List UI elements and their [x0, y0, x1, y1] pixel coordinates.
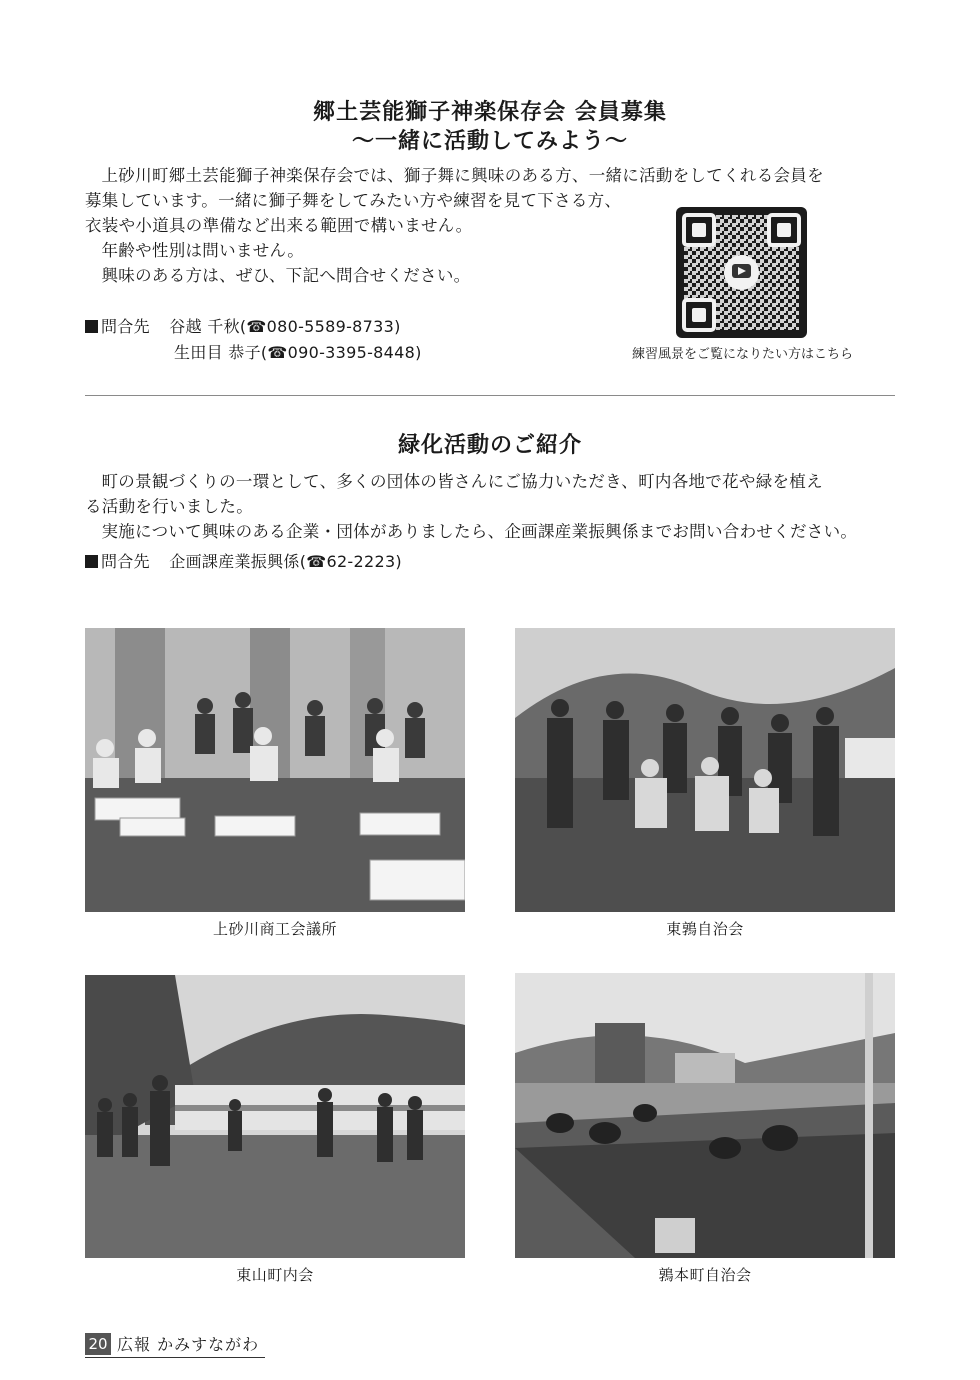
section-divider: [85, 395, 895, 396]
publication-name: 広報 かみすながわ: [117, 1335, 260, 1354]
qr-caption: 練習風景をご覧になりたい方はこちら: [631, 347, 853, 362]
recruit-contact-2: 生田目 恭子(☎090-3395-8448): [174, 343, 422, 362]
photo-caption: 東山町内会: [236, 1266, 314, 1284]
page-number: 20: [85, 1333, 111, 1355]
square-bullet-icon: [85, 555, 98, 568]
recruit-para-5: 興味のある方は、ぜひ、下記へ問合せください。: [101, 266, 471, 285]
greening-contact: [85, 549, 402, 575]
recruit-title: 郷土芸能獅子神楽保存会 会員募集: [313, 100, 667, 125]
recruit-para-1: 上砂川町郷土芸能獅子神楽保存会では、獅子舞に興味のある方、一緒に活動をしてくれる会員を: [101, 166, 824, 185]
greening-para-2: る活動を行いました。: [85, 497, 253, 516]
recruit-contact-1: 谷越 千秋(☎080-5589-8733): [169, 317, 401, 336]
greening-contact-value: 企画課産業振興係(☎62-2223): [169, 552, 402, 571]
photo-higashiyama: [85, 975, 465, 1258]
recruit-contact-label: 問合先: [101, 317, 150, 336]
greening-title: 緑化活動のご紹介: [397, 433, 582, 458]
greening-body: [85, 469, 900, 544]
photo-chamber-of-commerce: [85, 628, 465, 912]
photo-higashi-uzura: [515, 628, 895, 912]
greening-contact-label: 問合先: [101, 552, 150, 571]
qr-finder-icon: [682, 298, 716, 332]
recruit-subtitle: ～一緒に活動してみよう～: [351, 129, 628, 154]
qr-finder-icon: [682, 213, 716, 247]
greening-para-1: 町の景観づくりの一環として、多くの団体の皆さんにご協力いただき、町内各地で花や緑を植え: [101, 472, 823, 491]
photo-uzura-honcho: [515, 973, 895, 1258]
recruit-para-2: 募集しています。一緒に獅子舞をしてみたい方や練習を見て下さる方、: [85, 191, 622, 210]
qr-logo-icon: [724, 255, 759, 290]
recruit-para-4: 年齢や性別は問いません。: [101, 241, 305, 260]
qr-code[interactable]: [676, 207, 807, 338]
photo-caption: 上砂川商工会議所: [212, 920, 337, 938]
square-bullet-icon: [85, 320, 98, 333]
greening-para-3: 実施について興味のある企業・団体がありましたら、企画課産業振興係までお問い合わせください。: [101, 522, 858, 541]
group-photo-icon: [515, 628, 895, 912]
qr-finder-icon: [767, 213, 801, 247]
recruit-contact: [85, 314, 422, 366]
recruit-para-3: 衣装や小道具の準備など出来る範囲で構いません。: [85, 216, 473, 235]
group-photo-icon: [85, 628, 465, 912]
group-photo-icon: [85, 975, 465, 1258]
photo-caption: 東鶉自治会: [666, 920, 744, 938]
group-photo-icon: [515, 973, 895, 1258]
photo-caption: 鶉本町自治会: [658, 1266, 752, 1284]
footer-underline: [85, 1357, 265, 1358]
